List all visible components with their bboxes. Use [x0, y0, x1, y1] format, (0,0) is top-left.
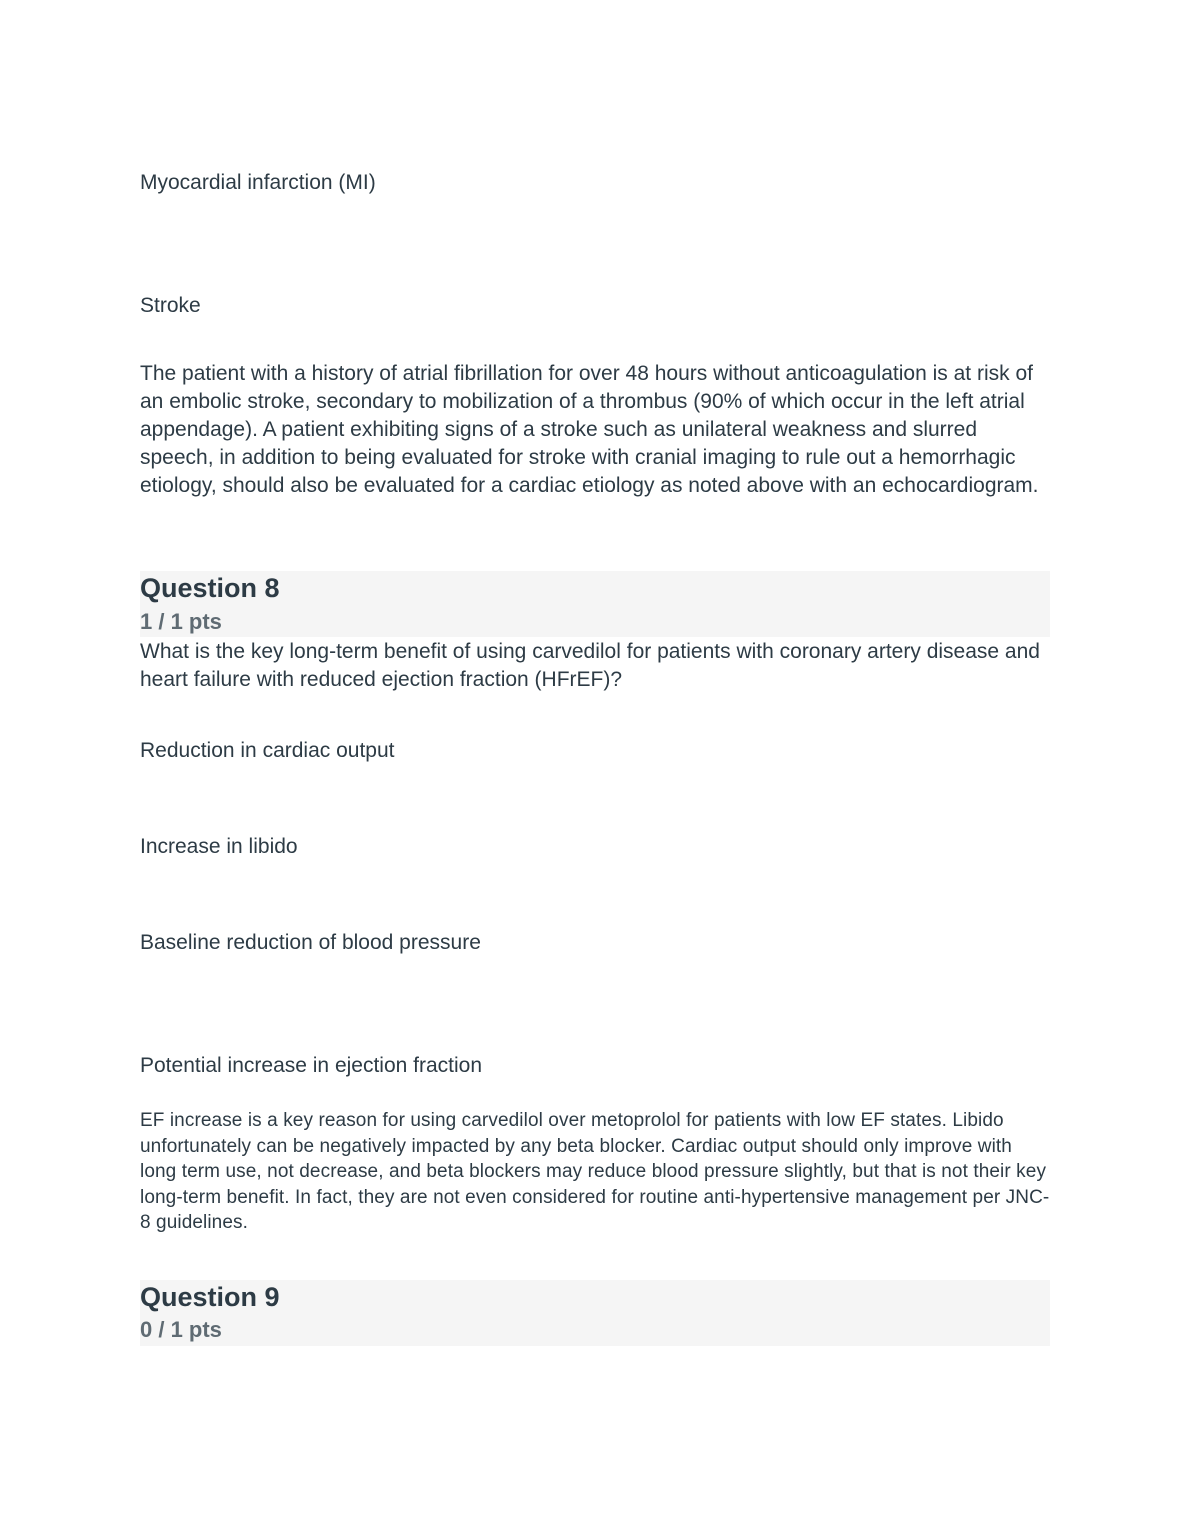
question-title: Question 9 — [140, 1282, 280, 1312]
answer-option: Increase in libido — [140, 835, 298, 858]
question-9-header — [140, 1280, 1050, 1346]
answer-explanation: EF increase is a key reason for using carvedilol over metoprolol for patients with low EF states. Libido unfortunately can be negatively impacted by any beta blocker. Cardiac output should only improve with long term use, not decrease, and beta blockers may reduce blood pressure slightly, but that is not their key long-term benefit. In fact, they are not even considered for routine anti-hypertensive management per JNC-8 guidelines. — [140, 1110, 1050, 1233]
answer-option: Reduction in cardiac output — [140, 739, 395, 762]
answer-option: Baseline reduction of blood pressure — [140, 931, 481, 954]
answer-option-mi: Myocardial infarction (MI) — [140, 171, 376, 194]
question-points: 0 / 1 pts — [140, 1317, 222, 1342]
question-title: Question 8 — [140, 573, 280, 603]
question-8-header — [140, 571, 1050, 637]
answer-explanation: The patient with a history of atrial fibrillation for over 48 hours without anticoagulation is at risk of an embolic stroke, secondary to mobilization of a thrombus (90% of which occur in the left atrial appendage). A patient exhibiting signs of a stroke such as unilateral weakness and slurred speech, in addition to being evaluated for stroke with cranial imaging to rule out a hemorrhagic etiology, should also be evaluated for a cardiac etiology as noted above with an echocardiogram. — [140, 362, 1039, 497]
answer-option-stroke: Stroke — [140, 294, 201, 317]
answer-option-correct: Potential increase in ejection fraction — [140, 1054, 483, 1077]
question-points: 1 / 1 pts — [140, 609, 222, 634]
question-prompt: What is the key long-term benefit of using carvedilol for patients with coronary artery disease and heart failure with reduced ejection fraction (HFrEF)? — [140, 640, 1040, 691]
